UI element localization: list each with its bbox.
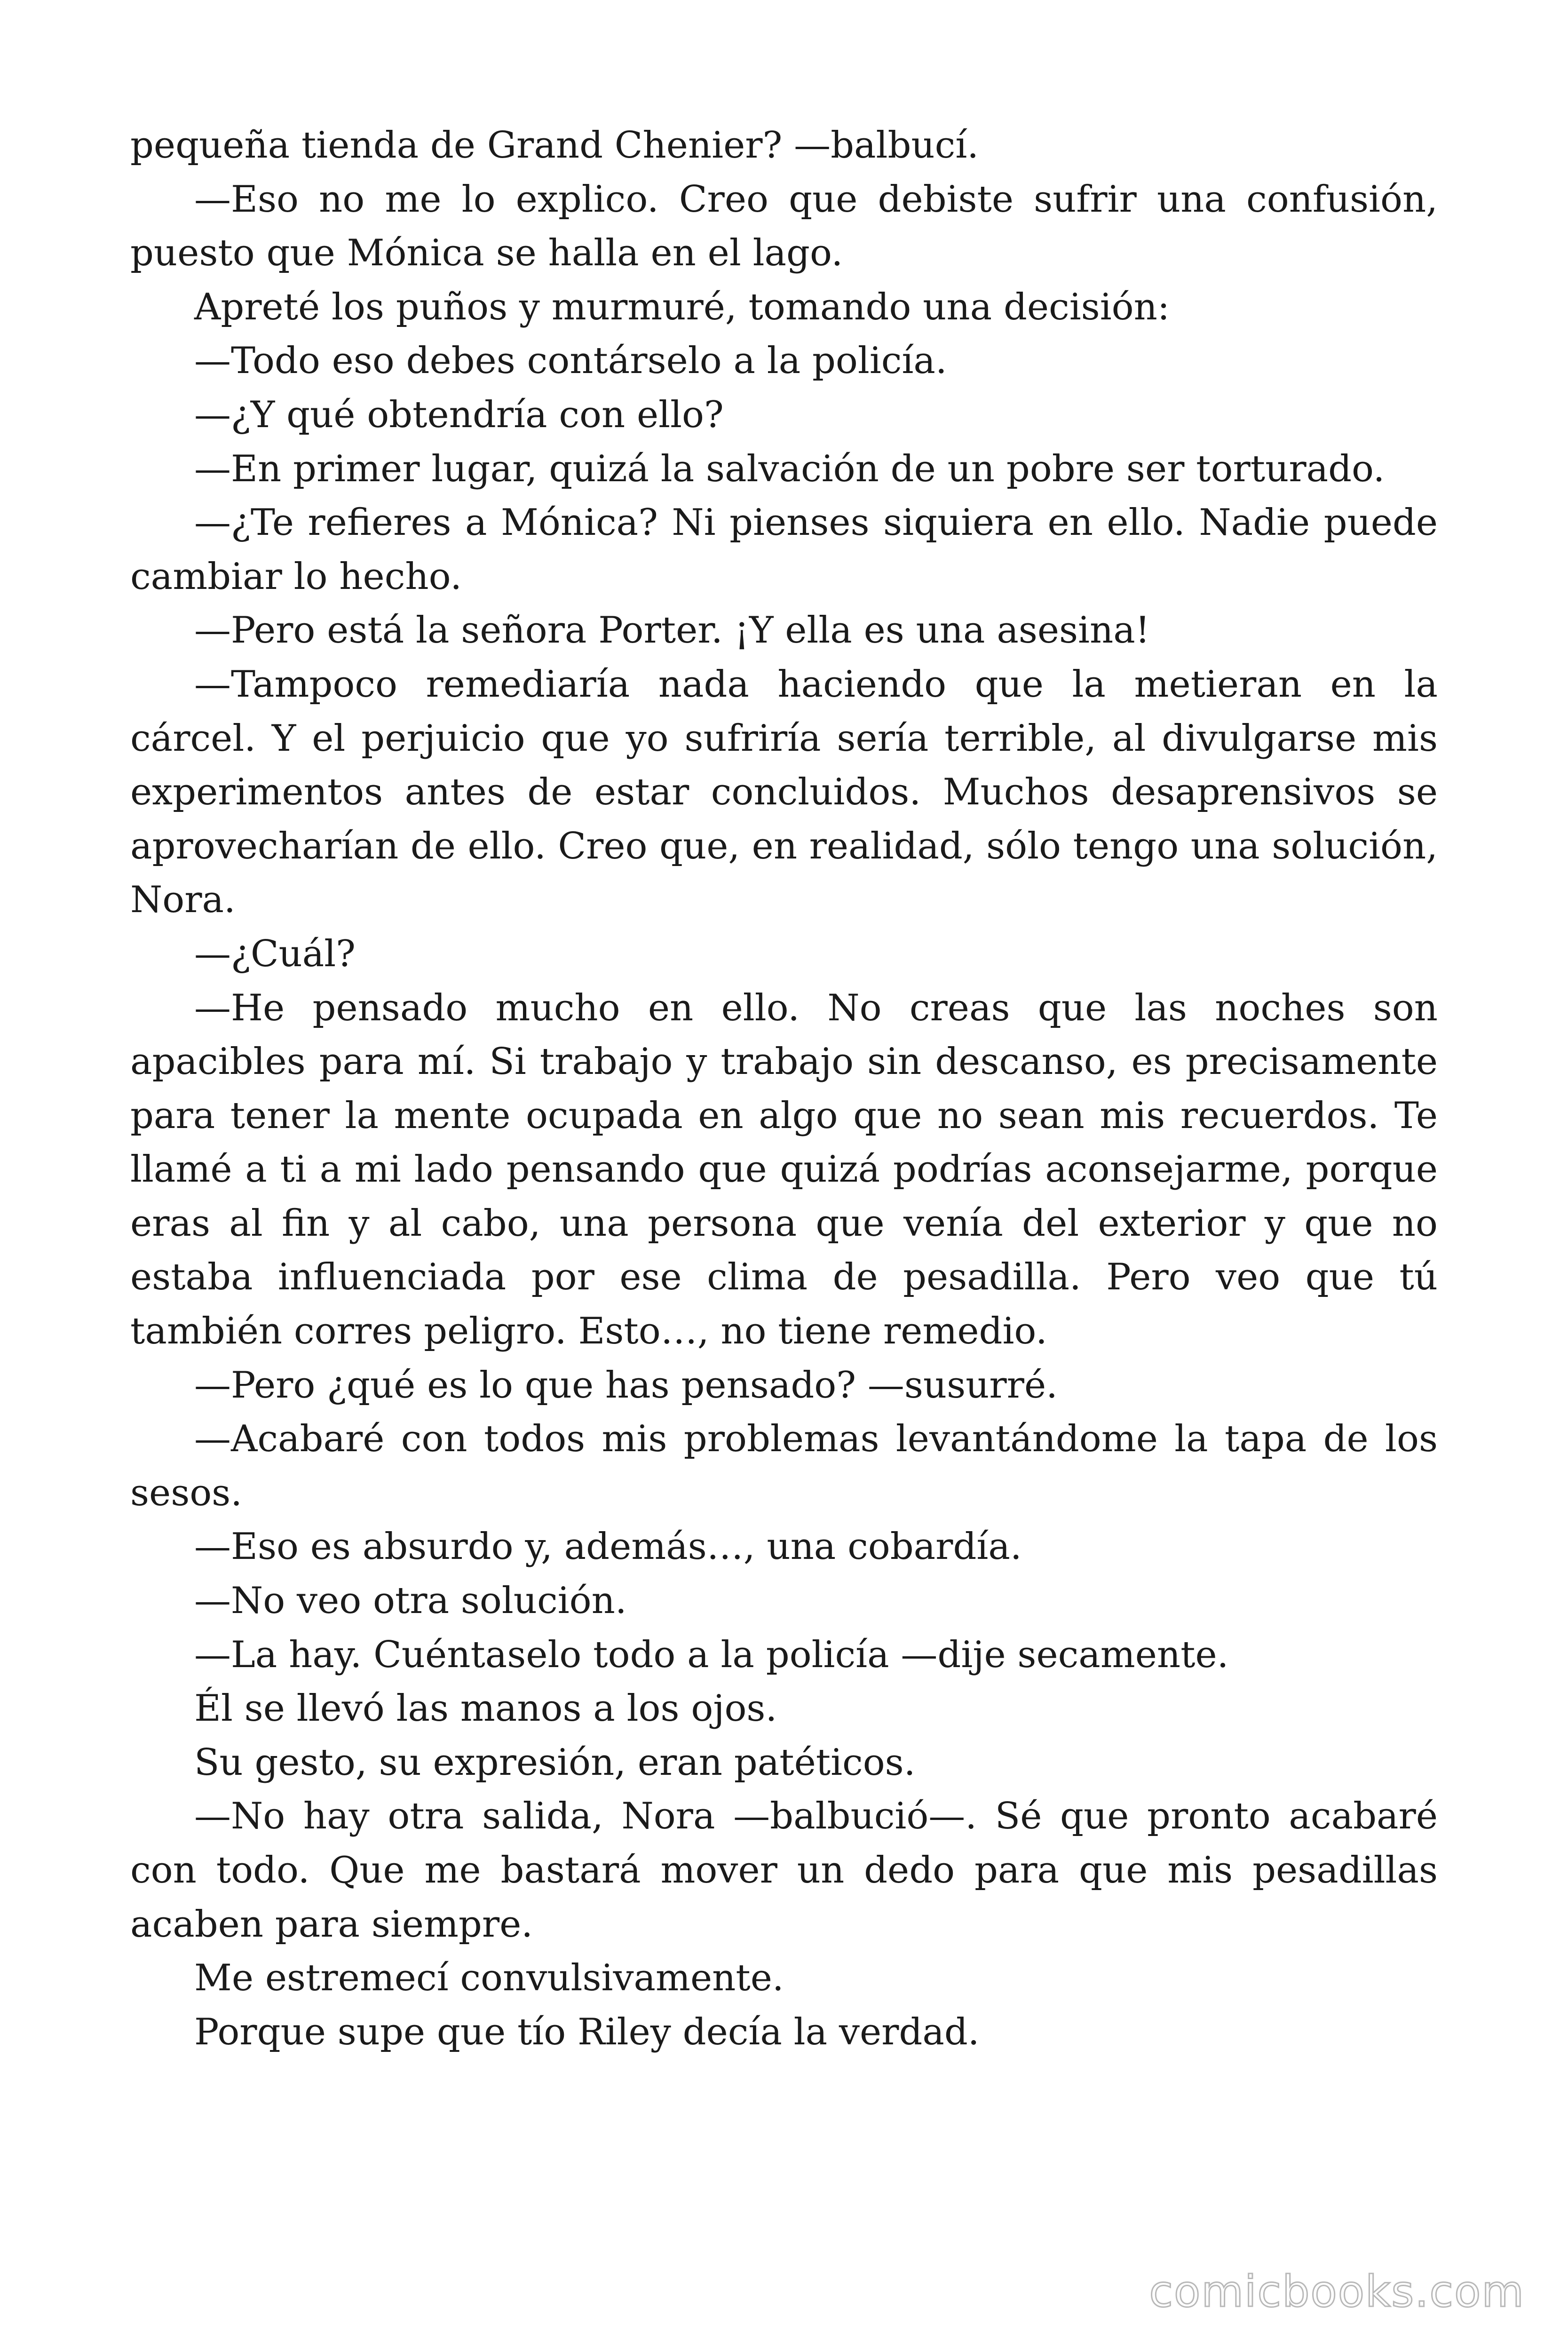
paragraph: —Pero está la señora Porter. ¡Y ella es una asesina!	[194, 609, 1150, 652]
paragraph: Apreté los puños y murmuré, tomando una decisión:	[194, 286, 1170, 328]
paragraph: —No veo otra solución.	[194, 1580, 627, 1622]
paragraph: —La hay. Cuéntaselo todo a la policía —dije secamente.	[194, 1633, 1229, 1676]
paragraph: Me estremecí convulsivamente.	[194, 1957, 784, 2000]
paragraph: —En primer lugar, quizá la salvación de un pobre ser torturado.	[194, 447, 1385, 490]
paragraph: —Acabaré con todos mis problemas levantándome la tapa de los sesos.	[130, 1418, 1438, 1514]
paragraph: pequeña tienda de Grand Chenier? —balbucí.	[130, 124, 979, 167]
paragraph: Él se llevó las manos a los ojos.	[194, 1687, 777, 1730]
paragraph: —¿Y qué obtendría con ello?	[194, 393, 724, 436]
paragraph: —Tampoco remediaría nada haciendo que la metieran en la cárcel. Y el perjuicio que yo sufriría sería terrible, al divulgarse mis experimentos antes de estar concluidos. Muchos desaprensivos se aprovecharían de ello. Creo que, en realidad, sólo tengo una solución, Nora.	[130, 663, 1438, 922]
paragraph: —He pensado mucho en ello. No creas que las noches son apacibles para mí. Si trabajo y trabajo sin descanso, es precisamente para tener la mente ocupada en algo que no sean mis recuerdos. Te llamé a ti a mi lado pensando que quizá podrías aconsejarme, porque eras al fin y al cabo, una persona que venía del exterior y que no estaba influenciada por ese clima de pesadilla. Pero veo que tú también corres peligro. Esto…, no tiene remedio.	[130, 986, 1438, 1353]
paragraph: —Eso es absurdo y, además…, una cobardía.	[194, 1526, 1022, 1568]
body-text	[130, 119, 1438, 2059]
paragraph: Porque supe que tío Riley decía la verdad.	[194, 2010, 980, 2053]
paragraph: —Eso no me lo explico. Creo que debiste sufrir una confusión, puesto que Mónica se halla en el lago.	[130, 178, 1438, 275]
paragraph: —No hay otra salida, Nora —balbució—. Sé que pronto acabaré con todo. Que me bastará mover un dedo para que mis pesadillas acaben para siempre.	[130, 1795, 1438, 1946]
paragraph: —¿Cuál?	[194, 932, 356, 975]
watermark: comicbooks.com	[1149, 2266, 1525, 2317]
paragraph: —Pero ¿qué es lo que has pensado? —susurré.	[194, 1364, 1058, 1406]
paragraph: —¿Te refieres a Mónica? Ni pienses siquiera en ello. Nadie puede cambiar lo hecho.	[130, 501, 1438, 598]
paragraph: —Todo eso debes contárselo a la policía.	[194, 340, 947, 382]
paragraph: Su gesto, su expresión, eran patéticos.	[194, 1741, 916, 1784]
